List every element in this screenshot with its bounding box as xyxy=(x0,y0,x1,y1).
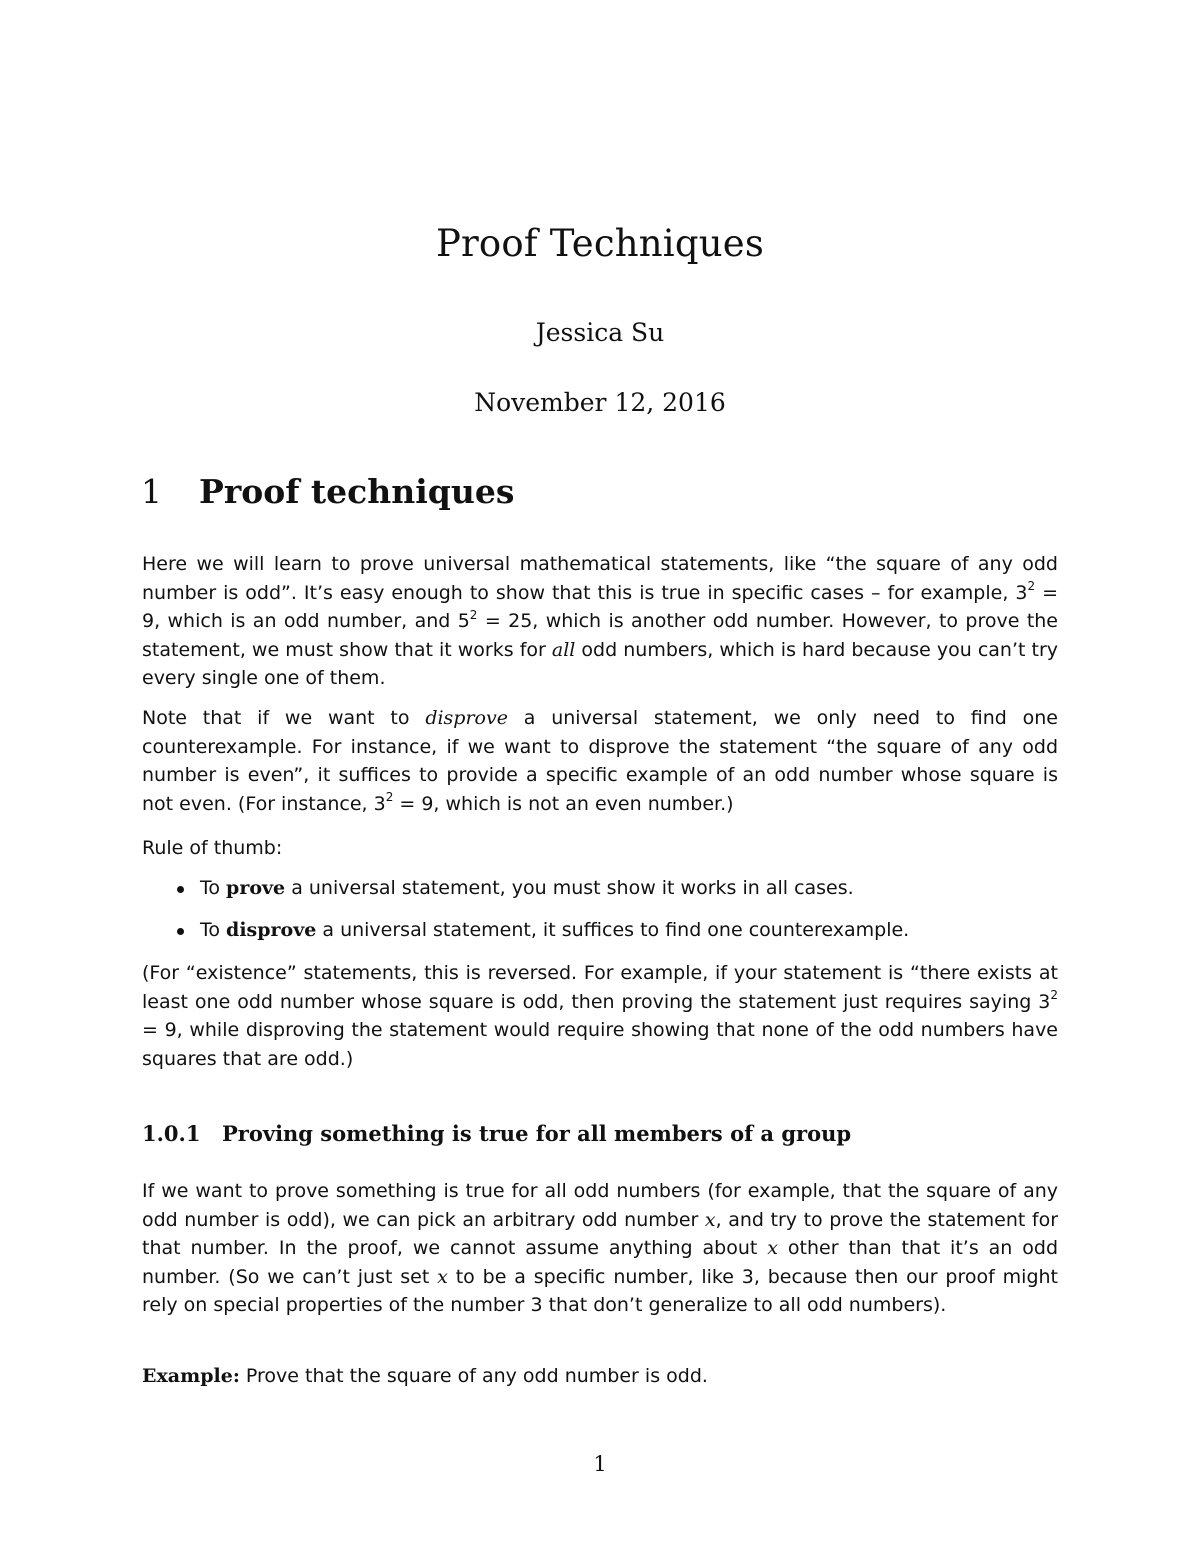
subsection-heading xyxy=(142,1121,851,1146)
subsection-title: Proving something is true for all members of a group xyxy=(222,1121,852,1146)
text-span: a universal statement, it suffices to find one counterexample. xyxy=(316,919,910,941)
bullet-icon xyxy=(177,886,184,893)
text-span: = 25, which is another odd number. However, to prove the statement, we must show that it works for xyxy=(142,610,1058,661)
text-span: Here we will learn to prove universal mathematical statements, like “the square of any odd number is odd”. It’s easy enough to show that this is true in specific cases – for example, 3 xyxy=(142,553,1058,604)
bullet-icon xyxy=(177,928,184,935)
document-date: November 12, 2016 xyxy=(474,388,726,417)
example-paragraph xyxy=(142,1362,1058,1391)
bullet-list xyxy=(175,874,1055,944)
superscript: 2 xyxy=(1050,988,1058,1003)
text-span: , and try to prove the statement for that number. In the proof, we cannot assume anything about xyxy=(142,1208,1059,1259)
list-item xyxy=(175,874,1055,902)
text-span: If we want to prove something is true for all odd numbers (for example, that the square of any odd number is odd), we can pick an arbitrary odd number xyxy=(142,1180,1058,1231)
page-number: 1 xyxy=(593,1452,607,1476)
group-paragraph xyxy=(142,1177,1058,1320)
superscript: 2 xyxy=(385,790,394,805)
math-variable: x xyxy=(704,1208,716,1231)
text-span: Prove that the square of any odd number is odd. xyxy=(239,1365,708,1387)
emphasis: disprove xyxy=(425,707,508,729)
author-name: Jessica Su xyxy=(535,318,665,347)
bold-text: disprove xyxy=(226,919,317,941)
rule-of-thumb-label xyxy=(142,834,1058,863)
text-span: To xyxy=(200,877,227,899)
text-span: odd numbers, which is hard because you can’t try every single one of them. xyxy=(142,638,1058,689)
section-heading xyxy=(141,472,514,511)
text-span: other than that it’s an odd number. (So we can’t just set xyxy=(142,1237,1058,1288)
section-title: Proof techniques xyxy=(199,472,515,511)
text-span: = 9, while disproving the statement would require showing that none of the odd numbers have squares that are odd.) xyxy=(142,1019,1058,1070)
text-span: a universal statement, we only need to find one counterexample. For instance, if we want to disprove the statement “the square of any odd number is even”, it suffices to provide a specific example of an odd number whose square is not even. (For instance, 3 xyxy=(142,707,1058,815)
text-span: (For “existence” statements, this is reversed. For example, if your statement is “there exists at least one odd number whose square is odd, then proving the statement just requires saying 3 xyxy=(142,962,1058,1013)
example-label: Example: xyxy=(142,1365,240,1387)
subsection-number: 1.0.1 xyxy=(142,1121,201,1146)
disprove-paragraph xyxy=(142,704,1058,818)
math-variable: x xyxy=(767,1237,778,1259)
math-variable: x xyxy=(437,1265,448,1288)
text-span: a universal statement, you must show it works in all cases. xyxy=(285,877,854,899)
intro-paragraph xyxy=(142,550,1058,693)
existence-paragraph xyxy=(142,959,1058,1073)
superscript: 2 xyxy=(1027,579,1036,594)
bold-text: prove xyxy=(226,877,286,899)
superscript: 2 xyxy=(469,607,478,622)
emphasis: all xyxy=(551,638,576,661)
list-item xyxy=(175,916,1055,944)
text-span: = 9, which is not an even number.) xyxy=(393,792,734,815)
document-title: Proof Techniques xyxy=(435,222,765,265)
section-number: 1 xyxy=(141,472,162,511)
text-span: Note that if we want to xyxy=(142,707,426,729)
text-span: To xyxy=(200,919,227,941)
text-span: Rule of thumb: xyxy=(142,837,283,859)
text-span: to be a specific number, like 3, because then our proof might rely on special properties of the number 3 that don’t generalize to all odd numbers). xyxy=(142,1265,1059,1316)
text-span: = 9, which is an odd number, and 5 xyxy=(142,581,1058,632)
